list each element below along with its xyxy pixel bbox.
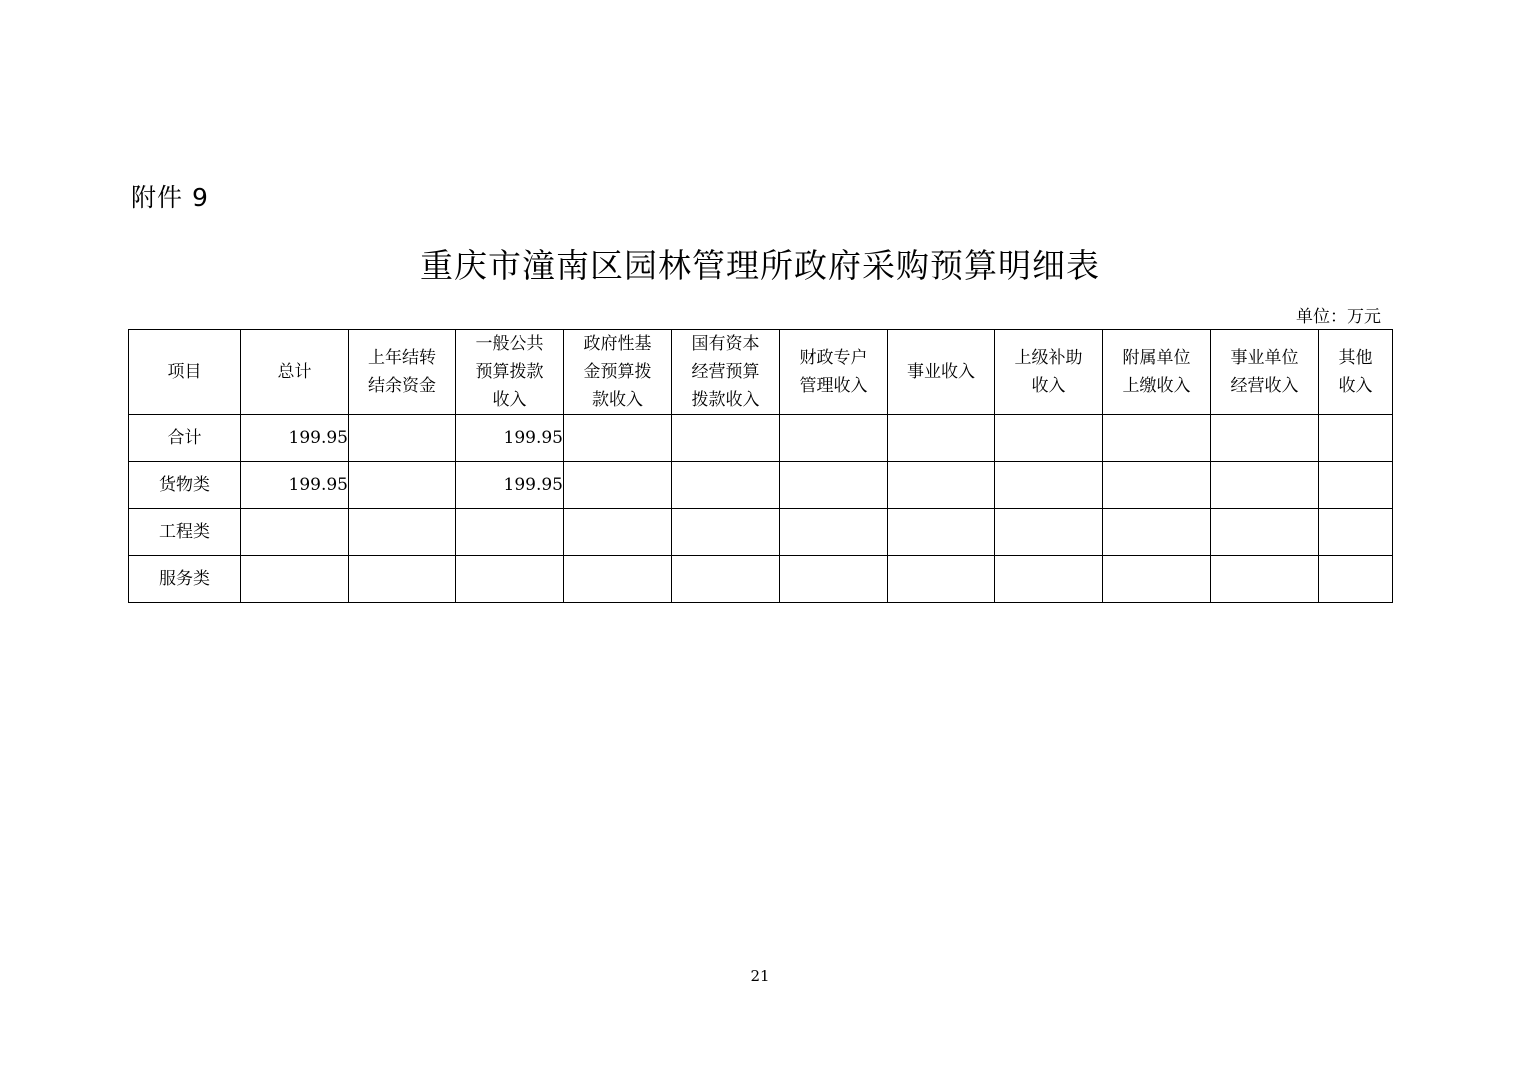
table-cell	[241, 556, 349, 603]
column-header	[1211, 330, 1319, 415]
column-header-line: 经营收入	[1230, 376, 1299, 396]
table-row	[129, 509, 1393, 556]
column-header-line: 管理收入	[799, 376, 868, 396]
page-title: 重庆市潼南区园林管理所政府采购预算明细表	[420, 246, 1100, 285]
table-cell	[672, 462, 780, 509]
column-header-line: 收入	[1031, 376, 1066, 396]
column-header-line: 财政专户	[799, 348, 868, 368]
column-header	[456, 330, 564, 415]
table-cell	[1103, 415, 1211, 462]
column-header-line: 经营预算	[691, 362, 760, 382]
column-header-line: 收入	[492, 390, 527, 410]
column-header-line: 其他	[1338, 348, 1373, 368]
header-row	[129, 330, 1393, 415]
column-header-line: 总计	[277, 362, 312, 382]
table-cell	[995, 509, 1103, 556]
table-cell	[888, 509, 995, 556]
table-cell	[1211, 509, 1319, 556]
column-header	[995, 330, 1103, 415]
column-header-line: 预算拨款	[475, 362, 544, 382]
table-cell	[349, 556, 456, 603]
column-header	[564, 330, 672, 415]
column-header-line: 政府性基	[583, 334, 652, 354]
table-cell: 199.95	[456, 415, 564, 462]
table-row	[129, 462, 1393, 509]
table-cell	[780, 556, 888, 603]
column-header	[129, 330, 241, 415]
budget-table	[128, 329, 1393, 603]
column-header-line: 一般公共	[475, 334, 544, 354]
table-cell	[672, 556, 780, 603]
column-header-line: 事业收入	[907, 362, 975, 382]
table-cell	[456, 556, 564, 603]
table-cell	[564, 556, 672, 603]
row-label: 服务类	[129, 556, 241, 603]
table-cell	[1319, 509, 1393, 556]
table-cell	[780, 509, 888, 556]
column-header-line: 上级补助	[1014, 348, 1083, 368]
column-header-line: 结余资金	[368, 376, 436, 396]
column-header-line: 项目	[167, 362, 202, 382]
table-row	[129, 556, 1393, 603]
table-cell	[1211, 462, 1319, 509]
table-cell	[1319, 462, 1393, 509]
table-cell	[672, 509, 780, 556]
row-label: 合计	[129, 415, 241, 462]
column-header	[888, 330, 995, 415]
table-cell	[564, 509, 672, 556]
column-header-line: 附属单位	[1122, 348, 1191, 368]
table-row	[129, 415, 1393, 462]
table-cell	[1211, 415, 1319, 462]
column-header-line: 上缴收入	[1122, 376, 1191, 396]
column-header	[672, 330, 780, 415]
table-cell	[888, 462, 995, 509]
column-header	[1103, 330, 1211, 415]
column-header-line: 拨款收入	[691, 390, 760, 410]
column-header	[241, 330, 349, 415]
page-number: 21	[750, 967, 770, 985]
column-header-line: 收入	[1338, 376, 1373, 396]
table-cell	[456, 509, 564, 556]
column-header	[349, 330, 456, 415]
table-cell	[564, 415, 672, 462]
table-cell	[1319, 415, 1393, 462]
table-cell	[672, 415, 780, 462]
table-cell	[780, 415, 888, 462]
table-cell	[349, 462, 456, 509]
row-label: 货物类	[129, 462, 241, 509]
table-cell	[349, 509, 456, 556]
table-cell	[888, 556, 995, 603]
table-cell	[780, 462, 888, 509]
attachment-label: 附件 9	[131, 183, 209, 212]
column-header-line: 事业单位	[1230, 348, 1299, 368]
table-cell: 199.95	[241, 415, 349, 462]
column-header-line: 款收入	[592, 390, 643, 410]
table-cell	[888, 415, 995, 462]
table-cell	[1103, 556, 1211, 603]
column-header-line: 上年结转	[368, 348, 436, 368]
column-header-line: 金预算拨	[583, 362, 652, 382]
table-cell	[241, 509, 349, 556]
table-cell	[564, 462, 672, 509]
unit-label: 单位：万元	[1296, 307, 1381, 327]
table-cell	[995, 556, 1103, 603]
table-cell: 199.95	[456, 462, 564, 509]
column-header	[1319, 330, 1393, 415]
column-header	[780, 330, 888, 415]
row-label: 工程类	[129, 509, 241, 556]
table-cell	[1103, 509, 1211, 556]
table-cell	[995, 415, 1103, 462]
table-cell: 199.95	[241, 462, 349, 509]
table-cell	[349, 415, 456, 462]
table-body	[129, 415, 1393, 603]
table-cell	[1319, 556, 1393, 603]
table-cell	[1211, 556, 1319, 603]
table-cell	[995, 462, 1103, 509]
table-cell	[1103, 462, 1211, 509]
column-header-line: 国有资本	[691, 334, 760, 354]
